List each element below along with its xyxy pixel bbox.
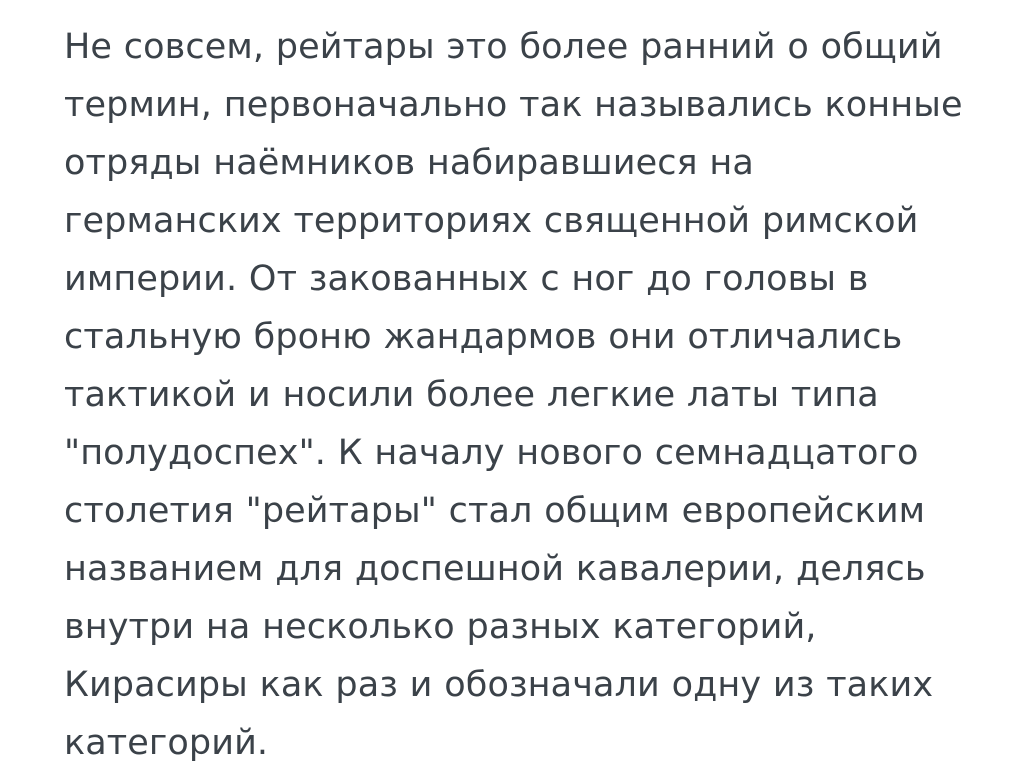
paragraph-text: Не совсем, рейтары это более ранний о общий термин, первоначально так назывались конные отряды наёмников набиравшиеся на германских территориях священной римской империи. От закованных с ног до головы в стальную броню жандармов они отличались тактикой и носили более легкие латы типа "полудоспех". К началу нового семнадцатого столетия "рейтары" стал общим европейским названием для доспешной кавалерии, делясь внутри на несколько разных категорий, Кирасиры как раз и обозначали одну из таких категорий.: [64, 27, 963, 763]
